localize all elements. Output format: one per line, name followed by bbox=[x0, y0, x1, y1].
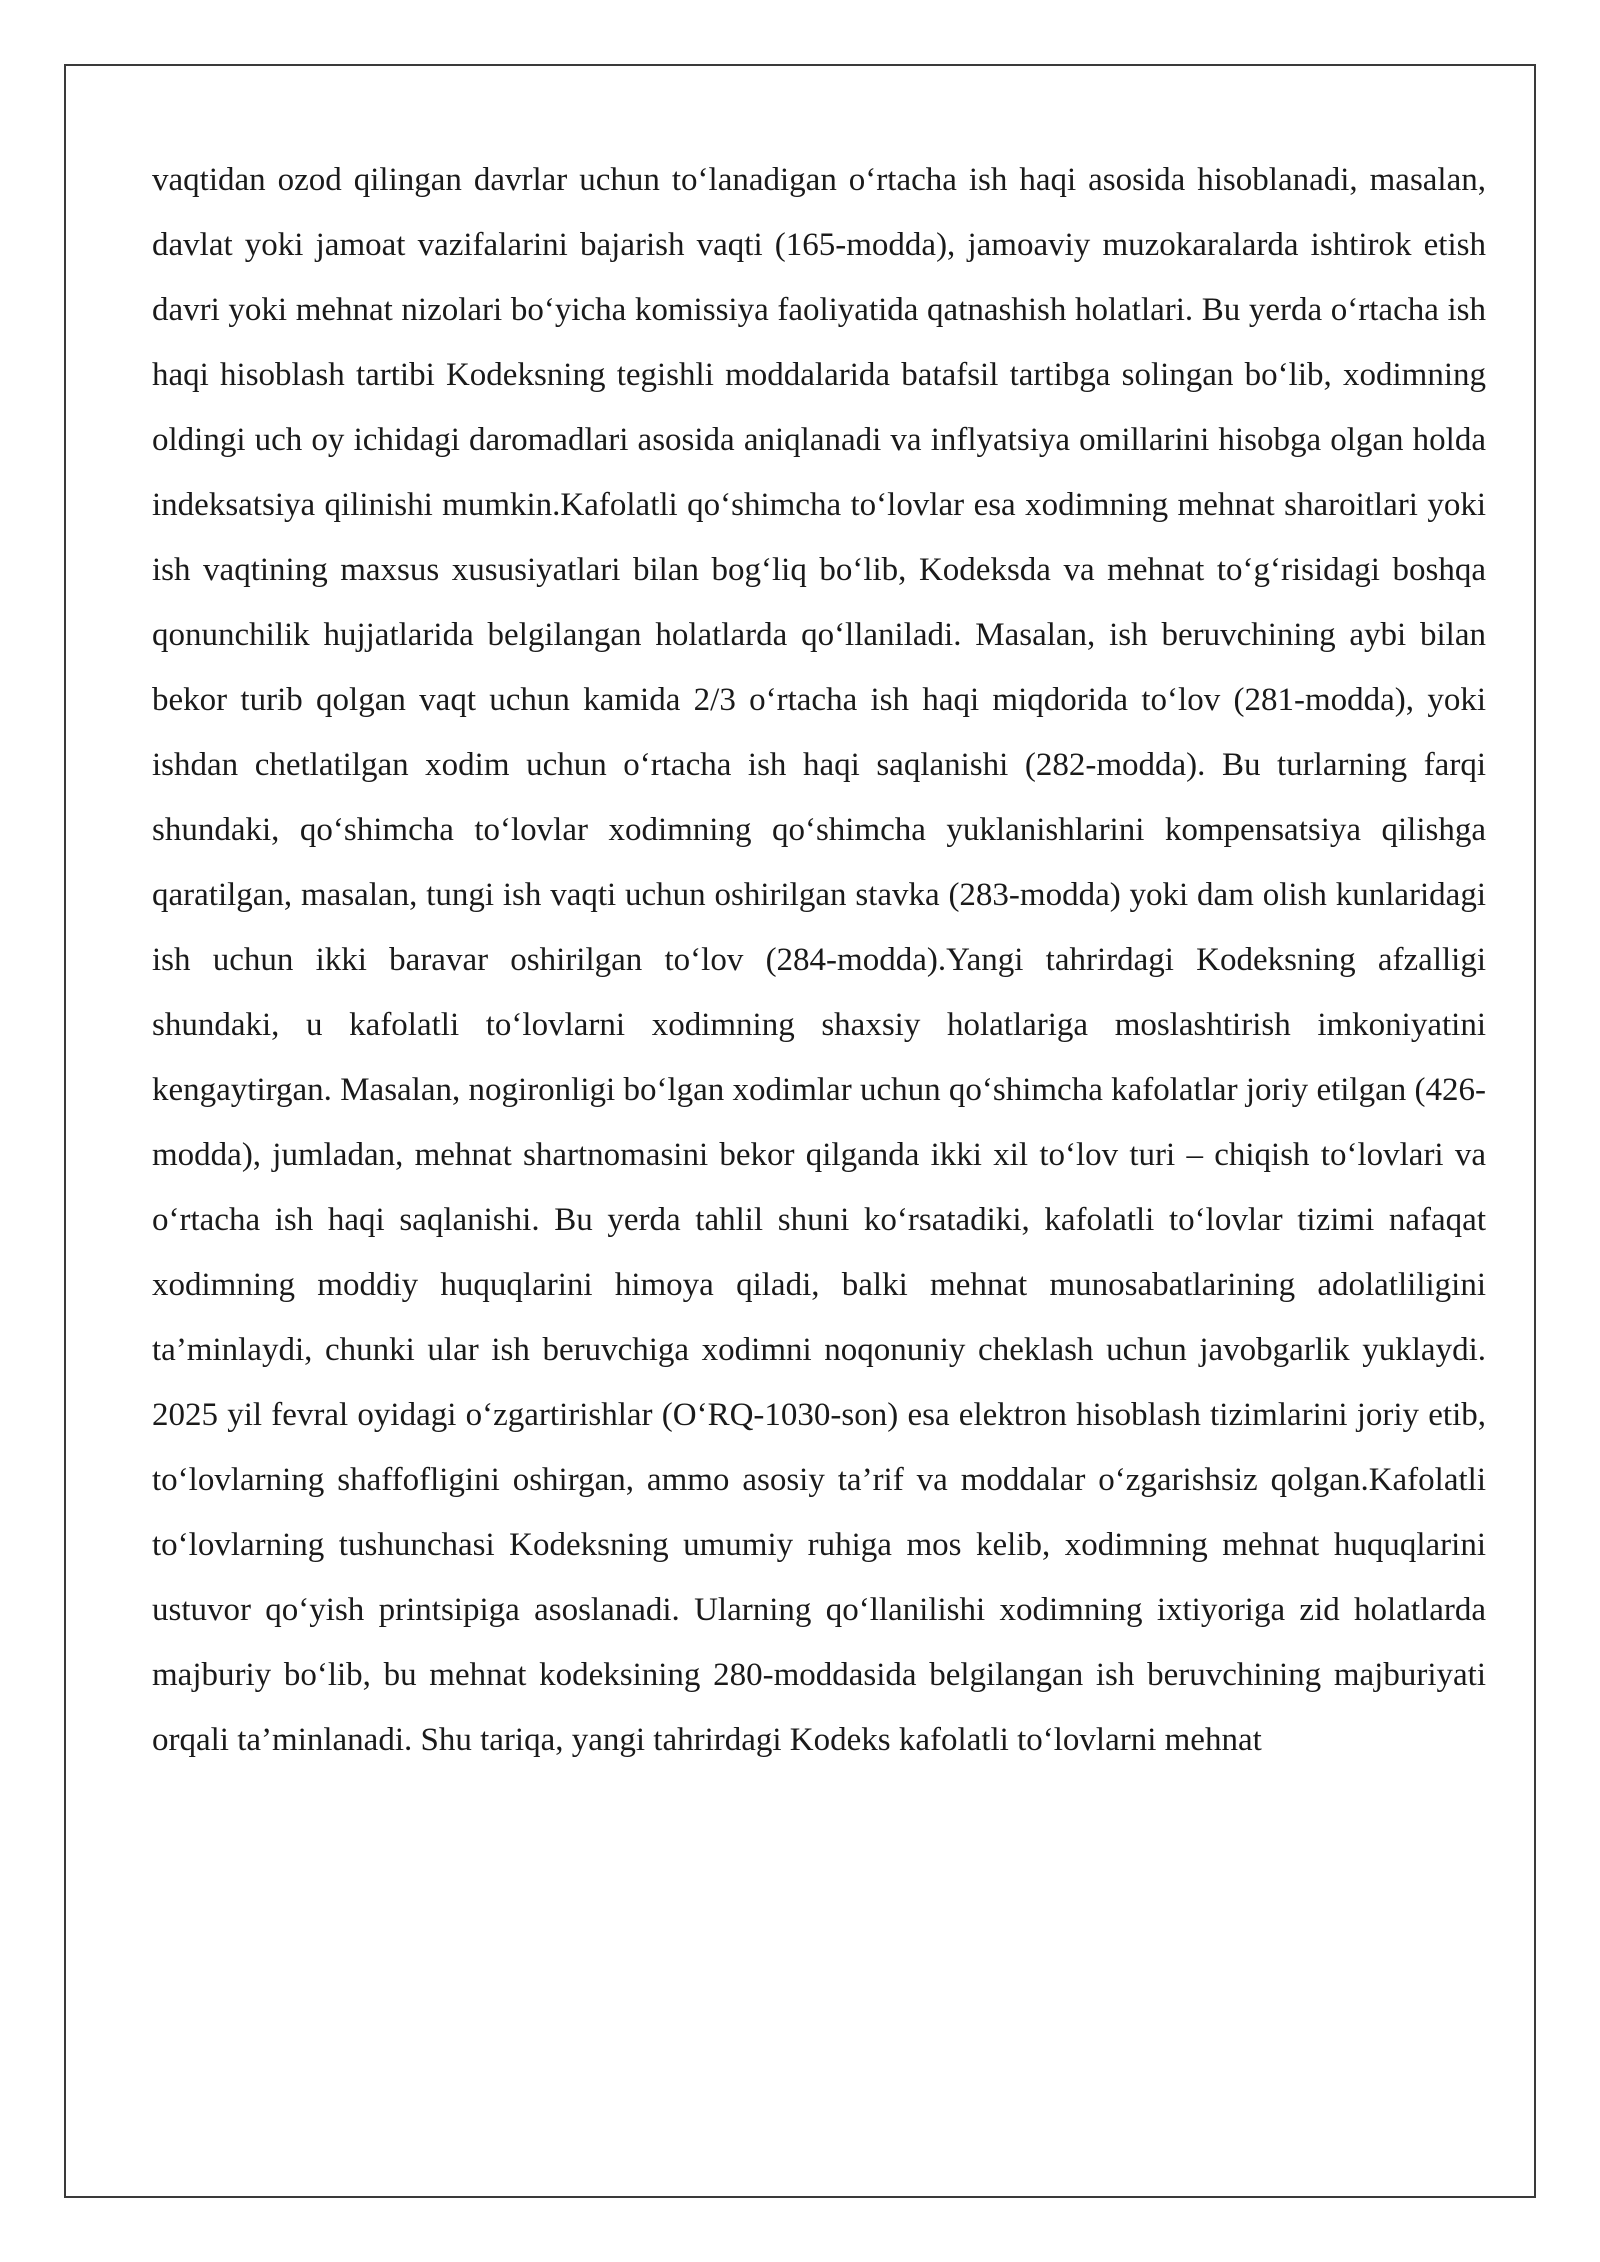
body-paragraph: vaqtidan ozod qilingan davrlar uchun to‘lanadigan o‘rtacha ish haqi asosida hisoblanadi, masalan, davlat yoki jamoat vazifalarini bajarish vaqti (165-modda), jamoaviy muzokaralarda ishtirok etish davri yoki mehnat nizolari bo‘yicha komissiya faoliyatida qatnashish holatlari. Bu yerda o‘rtacha ish haqi hisoblash tartibi Kodeksning tegishli moddalarida batafsil tartibga solingan bo‘lib, xodimning oldingi uch oy ichidagi daromadlari asosida aniqlanadi va inflyatsiya omillarini hisobga olgan holda indeksatsiya qilinishi mumkin.Kafolatli qo‘shimcha to‘lovlar esa xodimning mehnat sharoitlari yoki ish vaqtining maxsus xususiyatlari bilan bog‘liq bo‘lib, Kodeksda va mehnat to‘g‘risidagi boshqa qonunchilik hujjatlarida belgilangan holatlarda qo‘llaniladi. Masalan, ish beruvchining aybi bilan bekor turib qolgan vaqt uchun kamida 2/3 o‘rtacha ish haqi miqdorida to‘lov (281-modda), yoki ishdan chetlatilgan xodim uchun o‘rtacha ish haqi saqlanishi (282-modda). Bu turlarning farqi shundaki, qo‘shimcha to‘lovlar xodimning qo‘shimcha yuklanishlarini kompensatsiya qilishga qaratilgan, masalan, tungi ish vaqti uchun oshirilgan stavka (283-modda) yoki dam olish kunlaridagi ish uchun ikki baravar oshirilgan to‘lov (284-modda).Yangi tahrirdagi Kodeksning afzalligi shundaki, u kafolatli to‘lovlarni xodimning shaxsiy holatlariga moslashtirish imkoniyatini kengaytirgan. Masalan, nogironligi bo‘lgan xodimlar uchun qo‘shimcha kafolatlar joriy etilgan (426-modda), jumladan, mehnat shartnomasini bekor qilganda ikki xil to‘lov turi – chiqish to‘lovlari va o‘rtacha ish haqi saqlanishi. Bu yerda tahlil shuni ko‘rsatadiki, kafolatli to‘lovlar tizimi nafaqat xodimning moddiy huquqlarini himoya qiladi, balki mehnat munosabatlarining adolatliligini ta’minlaydi, chunki ular ish beruvchiga xodimni noqonuniy cheklash uchun javobgarlik yuklaydi. 2025 yil fevral oyidagi o‘zgartirishlar (O‘RQ-1030-son) esa elektron hisoblash tizimlarini joriy etib, to‘lovlarning shaffofligini oshirgan, ammo asosiy ta’rif va moddalar o‘zgarishsiz qolgan.Kafolatli to‘lovlarning tushunchasi Kodeksning umumiy ruhiga mos kelib, xodimning mehnat huquqlarini ustuvor qo‘yish printsipiga asoslanadi. Ularning qo‘llanilishi xodimning ixtiyoriga zid holatlarda majburiy bo‘lib, bu mehnat kodeksining 280-moddasida belgilangan ish beruvchining majburiyati orqali ta’minlanadi. Shu tariqa, yangi tahrirdagi Kodeks kafolatli to‘lovlarni mehnat bbox=[152, 162, 1486, 1758]
